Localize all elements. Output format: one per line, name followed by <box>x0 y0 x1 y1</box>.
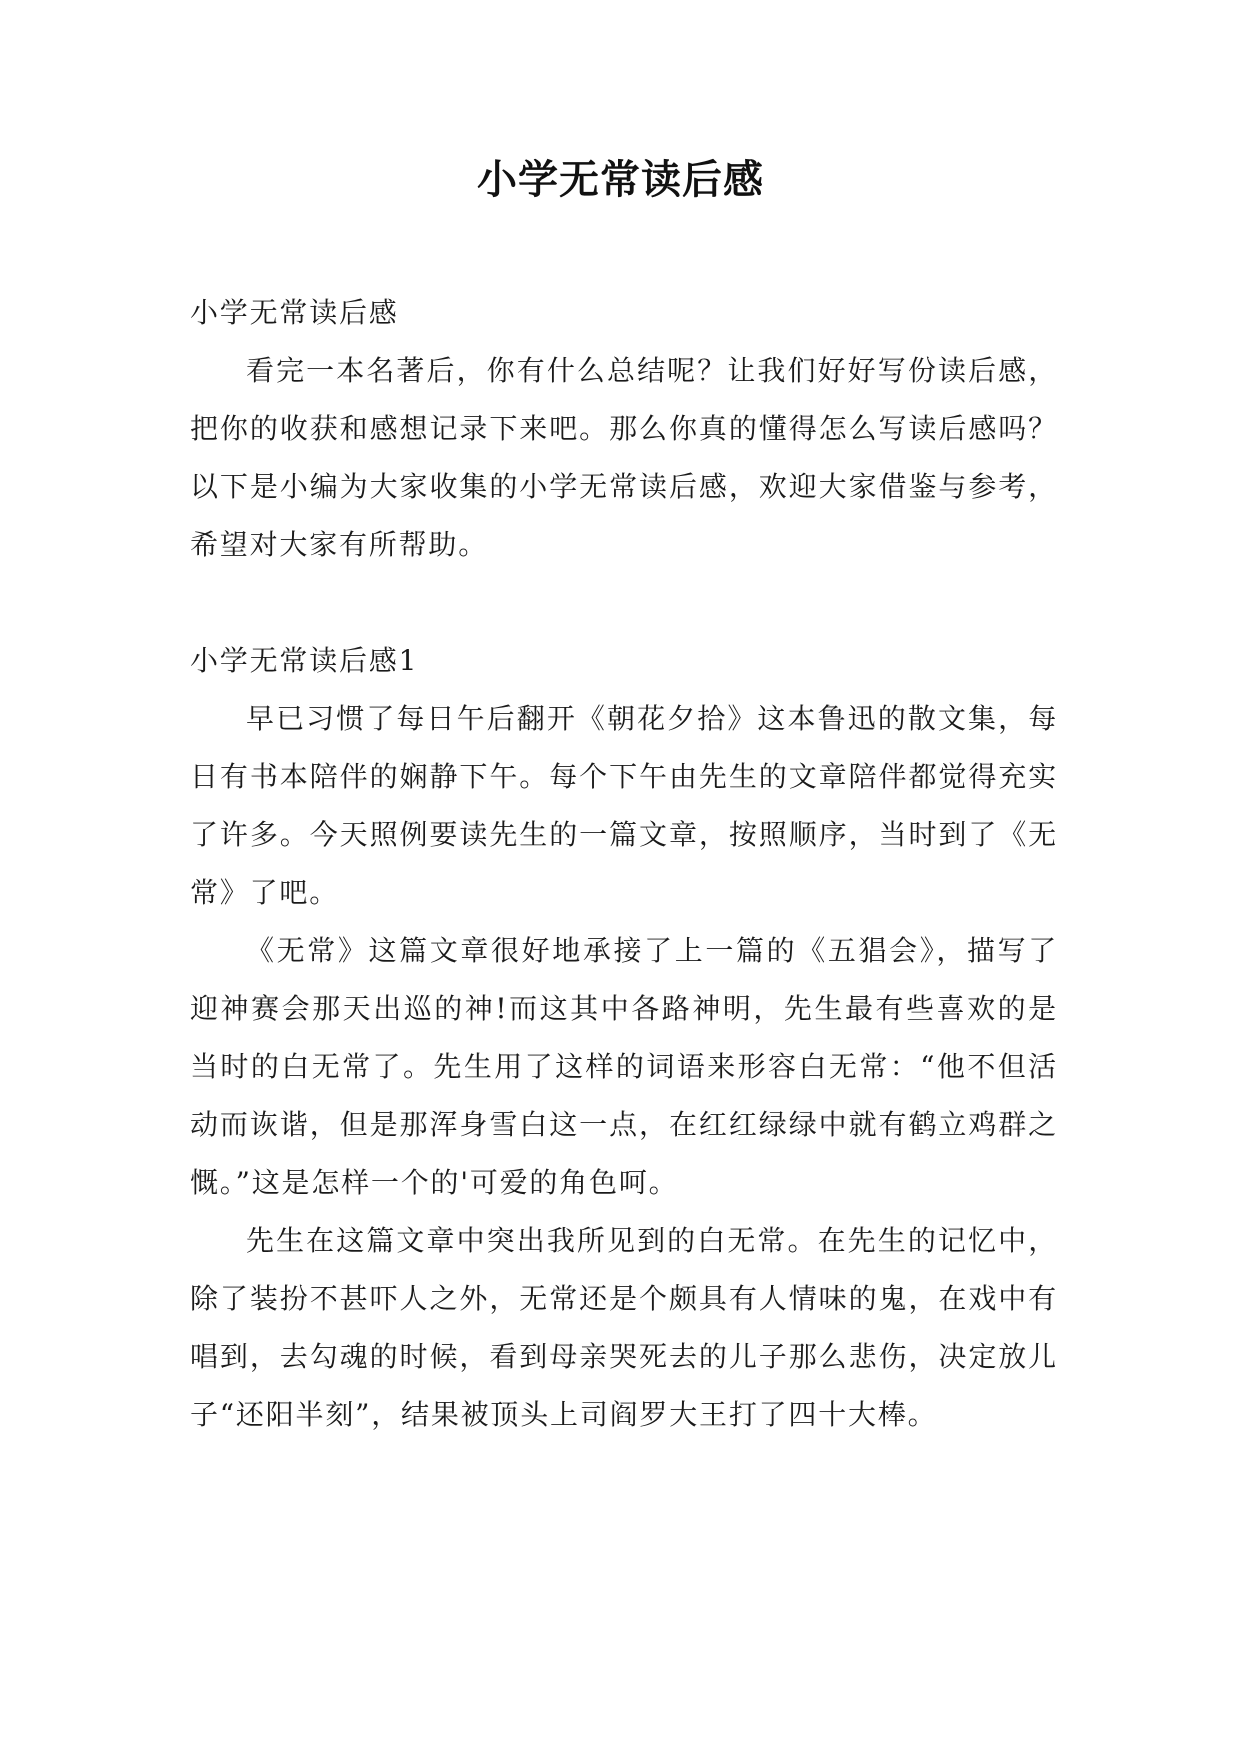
section-1-paragraph-2: 《无常》这篇文章很好地承接了上一篇的《五猖会》，描写了迎神赛会那天出巡的神!而这其中各路神明，先生最有些喜欢的是当时的白无常了。先生用了这样的词语来形容白无常：“他不但活动而诙谐，但是那浑身雪白这一点，在红红绿绿中就有鹤立鸡群之慨。”这是怎样一个的'可爱的角色呵。 <box>190 934 1058 1199</box>
intro-heading: 小学无常读后感 <box>190 296 399 329</box>
document-body <box>190 284 1058 1444</box>
section-1-paragraph-1: 早已习惯了每日午后翻开《朝花夕拾》这本鲁迅的散文集，每日有书本陪伴的娴静下午。每个下午由先生的文章陪伴都觉得充实了许多。今天照例要读先生的一篇文章，按照顺序，当时到了《无常》了吧。 <box>190 702 1058 909</box>
section-1-heading: 小学无常读后感1 <box>190 644 419 677</box>
document-title: 小学无常读后感 <box>477 156 764 203</box>
intro-paragraph: 看完一本名著后，你有什么总结呢？让我们好好写份读后感，把你的收获和感想记录下来吧。那么你真的懂得怎么写读后感吗？以下是小编为大家收集的小学无常读后感，欢迎大家借鉴与参考，希望对大家有所帮助。 <box>190 354 1058 561</box>
section-spacer <box>190 574 1058 632</box>
section-1-paragraph-3: 先生在这篇文章中突出我所见到的白无常。在先生的记忆中，除了装扮不甚吓人之外，无常还是个颇具有人情味的鬼，在戏中有唱到，去勾魂的时候，看到母亲哭死去的儿子那么悲伤，决定放儿子“还阳半刻”，结果被顶头上司阎罗大王打了四十大棒。 <box>190 1224 1058 1431</box>
